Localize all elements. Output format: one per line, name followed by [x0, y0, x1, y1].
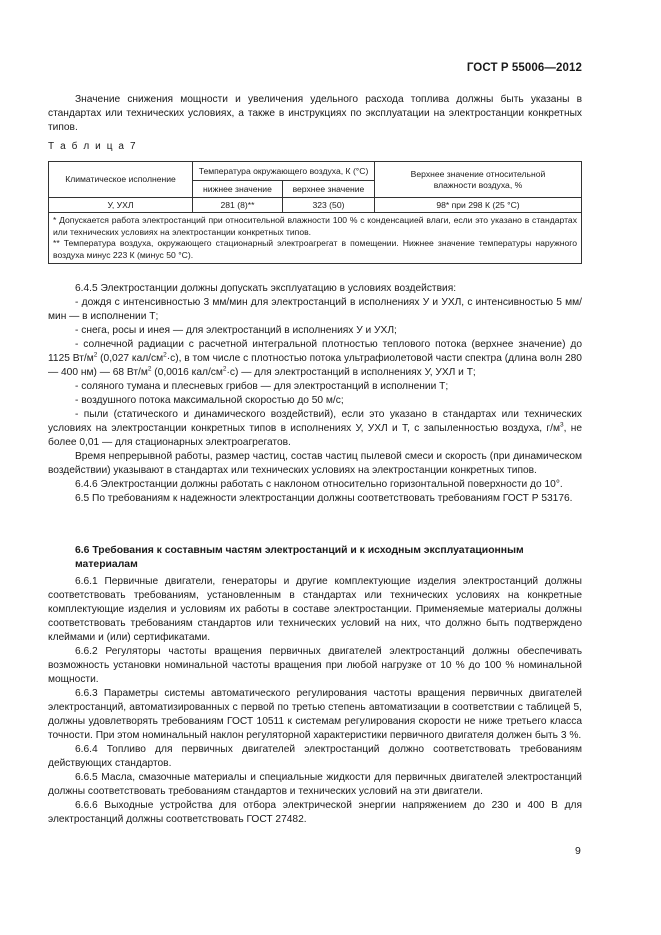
paragraph-6-4-5: 6.4.5 Электростанции должны допускать эксплуатацию в условиях воздействия: [75, 283, 457, 294]
paragraph-6-4-6: 6.4.6 Электростанции должны работать с наклоном относительно горизонтальной поверхности до 10°. [75, 479, 563, 490]
col-header-temp-high: верхнее значение [282, 181, 374, 198]
page-number: 9 [575, 845, 581, 857]
paragraph-dust-time: Время непрерывной работы, размер частиц, состав частиц пылевой смеси и скорость (при динамическом воздействии) указывают в стандартах или технических условиях на электростанции конкретных типов. [48, 451, 582, 476]
col-header-humidity: Верхнее значение относительной влажности воздуха, % [375, 162, 582, 198]
document-id: ГОСТ Р 55006—2012 [466, 62, 582, 74]
paragraph-6-6-4: 6.6.4 Топливо для первичных двигателей электростанций должно соответствовать требованиям действующих стандартов. [48, 744, 582, 769]
section-6-4-5 [48, 282, 582, 506]
bullet-dust: - пыли (статического и динамического воздействий), если это указано в стандартах или технических условиях на электростанции конкретных типов в исполнениях У, УХЛ и Т, с запыленностью воздуха, $г/м^3$, не более 0,01 — для стационарных электроагрегатов. [48, 409, 582, 448]
section-6-6 [48, 544, 582, 827]
cell-humidity: 98* при 298 К (25 °C) [375, 198, 582, 213]
bullet-solar: - солнечной радиации с расчетной интегральной плотностью теплового потока (верхнее значение) до 1125 $Вт/м^2$ (0,027 кал/$см^2\cdot с$), в том числе с плотностью потока ультрафиолетовой части спектра (длина волн 280 — 400 нм) — 68 $Вт/м^2$ (0,0016 кал/$см^2\cdot с$) — для электростанций в исполнениях У, УХЛ и Т; [48, 339, 582, 378]
paragraph-6-6-3: 6.6.3 Параметры системы автоматического регулирования частоты вращения первичных двигателей электростанций, автоматизированных с первой по третью степень автоматизации в соответствии с таблицей 5, должны удовлетворять требованиям ГОСТ 10511 к системам регулирования скорости не ниже третьего класса точности. При этом номинальный наклон регуляторной характеристики первичного двигателя должен быть 3 %. [48, 688, 582, 741]
bullet-salt-fog: - соляного тумана и плесневых грибов — для электростанций в исполнении Т; [75, 381, 449, 392]
table-note-2: ** Температура воздуха, окружающего стационарный электроагрегат в помещении. Нижнее значение температуры наружного воздуха минус 223 К (минус 50 °C). [53, 238, 577, 260]
paragraph-6-6-1: 6.6.1 Первичные двигатели, генераторы и другие комплектующие изделия электростанций должны соответствовать требованиям, установленным в стандартах или технических условиях на конкретные комплектующие изделия и условиям их работы в составе электростанции. Применяемые материалы должны соответствовать требованиям стандартов или технических условий на них, что должно быть подтверждено клеймами и (или) сертификатами. [48, 576, 582, 643]
col-header-climate: Климатическое исполнение [49, 162, 193, 198]
intro-paragraph: Значение снижения мощности и увеличения удельного расхода топлива должны быть указаны в стандартах или технических условиях, а также в инструкциях по эксплуатации на электростанции конкретных типов. [48, 94, 582, 133]
intro-paragraph-block [48, 93, 582, 135]
cell-temp-low: 281 (8)** [193, 198, 283, 213]
col-header-temperature: Температура окружающего воздуха, К (°C) [193, 162, 375, 181]
bullet-airflow: - воздушного потока максимальной скоростью до 50 м/с; [75, 395, 344, 406]
paragraph-6-6-2: 6.6.2 Регуляторы частоты вращения первичных двигателей электростанций должны обеспечивать возможность установки номинальной частоты вращения при любой нагрузке от 10 % до 100 % номинальной мощности. [48, 646, 582, 685]
paragraph-6-6-5: 6.6.5 Масла, смазочные материалы и специальные жидкости для первичных двигателей электростанций должны соответствовать требованиям стандартов и технических условий на эти двигатели. [48, 772, 582, 797]
table-notes [49, 213, 582, 264]
paragraph-6-6-6: 6.6.6 Выходные устройства для отбора электрической энергии напряжением до 230 и 400 В для электростанций должны соответствовать ГОСТ 27482. [48, 800, 582, 825]
bullet-snow: - снега, росы и инея — для электростанций в исполнениях У и УХЛ; [75, 325, 397, 336]
cell-temp-high: 323 (50) [282, 198, 374, 213]
paragraph-6-5: 6.5 По требованиям к надежности электростанции должны соответствовать требованиям ГОСТ Р 53176. [75, 493, 573, 504]
cell-climate: У, УХЛ [49, 198, 193, 213]
section-6-6-title: 6.6 Требования к составным частям электростанций и к исходным эксплуатационным материалам [75, 545, 524, 570]
col-header-temp-low: нижнее значение [193, 181, 283, 198]
climate-table [48, 161, 582, 264]
table-note-1: * Допускается работа электростанций при относительной влажности 100 % с конденсацией влаги, если это указано в стандартах или технических условиях на электростанции конкретных типов. [53, 215, 577, 237]
bullet-rain: - дождя с интенсивностью 3 мм/мин для электростанций в исполнениях У и УХЛ, с интенсивностью 5 мм/мин — в исполнении Т; [48, 297, 582, 322]
table-label: Т а б л и ц а 7 [48, 141, 138, 152]
